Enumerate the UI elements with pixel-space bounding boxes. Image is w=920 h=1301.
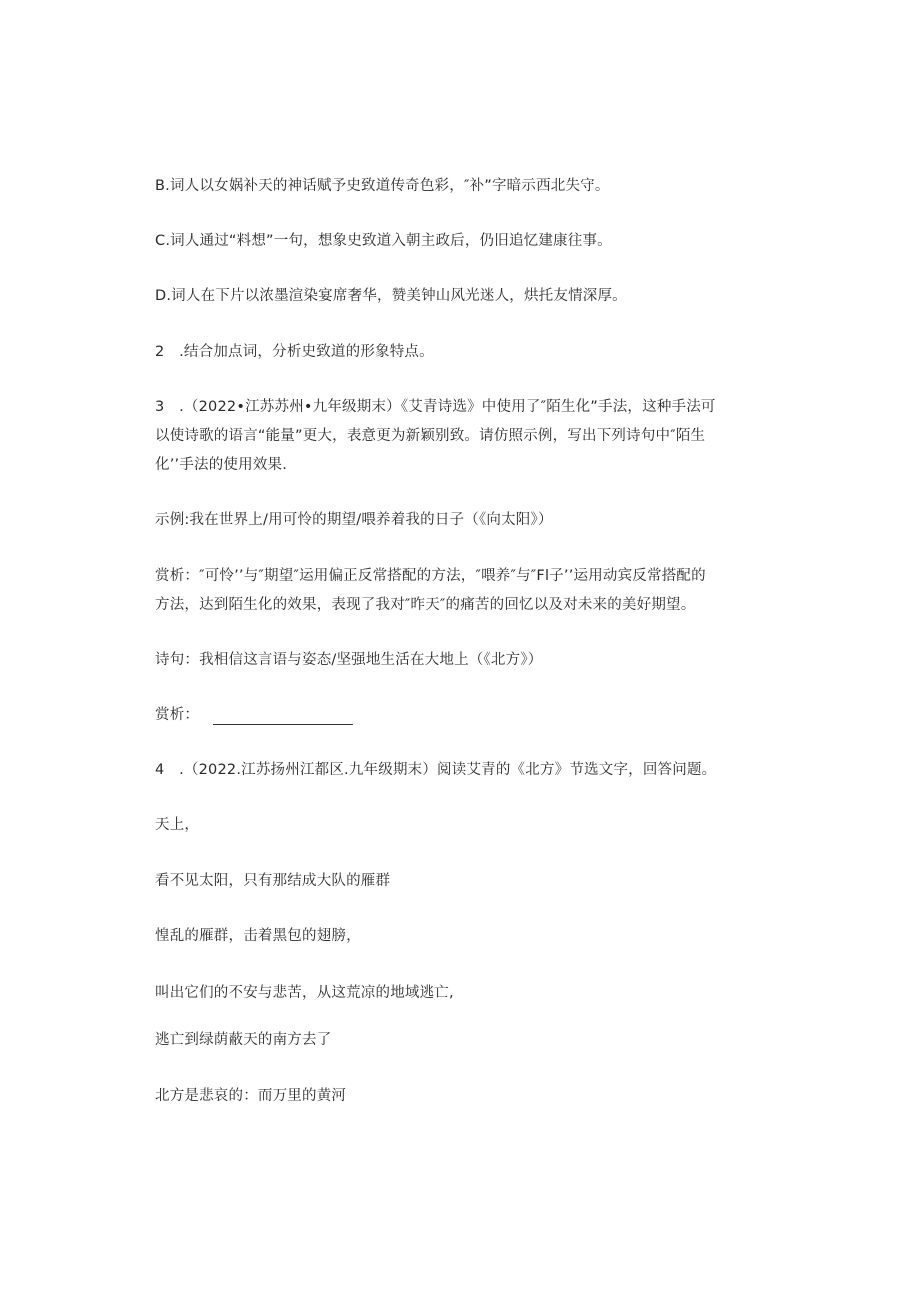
option-b: B.词人以女娲补天的神话赋予史致道传奇色彩，″补”字暗示西北失守。 (155, 178, 610, 194)
appreciation-line-1: 赏析：″可怜’’与″期望″运用偏正反常搭配的方法，″喂养″与″Fl子’’运用动宾反常搭配的 (155, 568, 706, 584)
example-text: 示例:我在世界上/用可怜的期望/喂养着我的日子（《向太阳》） (155, 512, 553, 528)
question-3-line-1: 3 .（2022•江苏苏州•九年级期末）《艾青诗选》中使用了″陌生化”手法，这种手法可 (155, 399, 716, 415)
option-c: C.词人通过“料想”一句，想象史致道入朝主政后，仍旧追忆建康往事。 (155, 233, 612, 249)
poem-line: 天上， (155, 817, 200, 833)
poem-line: 惶乱的雁群，击着黑包的翅膀， (155, 928, 361, 944)
question-3-line-3: 化’’手法的使用效果. (155, 457, 288, 473)
question-4: 4 .（2022.江苏扬州江都区.九年级期末）阅读艾青的《北方》节选文字，回答问题。 (155, 762, 717, 778)
option-d: D.词人在下片以浓墨渲染宴席奢华，赞美钟山风光迷人，烘托友情深厚。 (155, 288, 627, 304)
question-2: 2 .结合加点词，分析史致道的形象特点。 (155, 344, 434, 360)
answer-blank[interactable] (213, 710, 353, 725)
appreciation-line-2: 方法，达到陌生化的效果，表现了我对″昨天″的痛苦的回忆以及对未来的美好期望。 (155, 597, 696, 613)
answer-label: 赏析： (155, 707, 200, 723)
poem-line: 逃亡到绿荫蔽天的南方去了 (155, 1032, 332, 1048)
answer-row (155, 705, 353, 725)
question-3-line-2: 以使诗歌的语言“能量”更大，表意更为新颖别致。请仿照示例，写出下列诗句中″陌生 (155, 428, 706, 444)
poem-line: 叫出它们的不安与悲苦，从这荒凉的地域逃亡, (155, 985, 454, 1001)
poem-line-question: 诗句：我相信这言语与姿态/坚强地生活在大地上（《北方》） (155, 652, 543, 668)
poem-line: 北方是悲哀的：而万里的黄河 (155, 1088, 347, 1104)
poem-line: 看不见太阳，只有那结成大队的雁群 (155, 873, 391, 889)
